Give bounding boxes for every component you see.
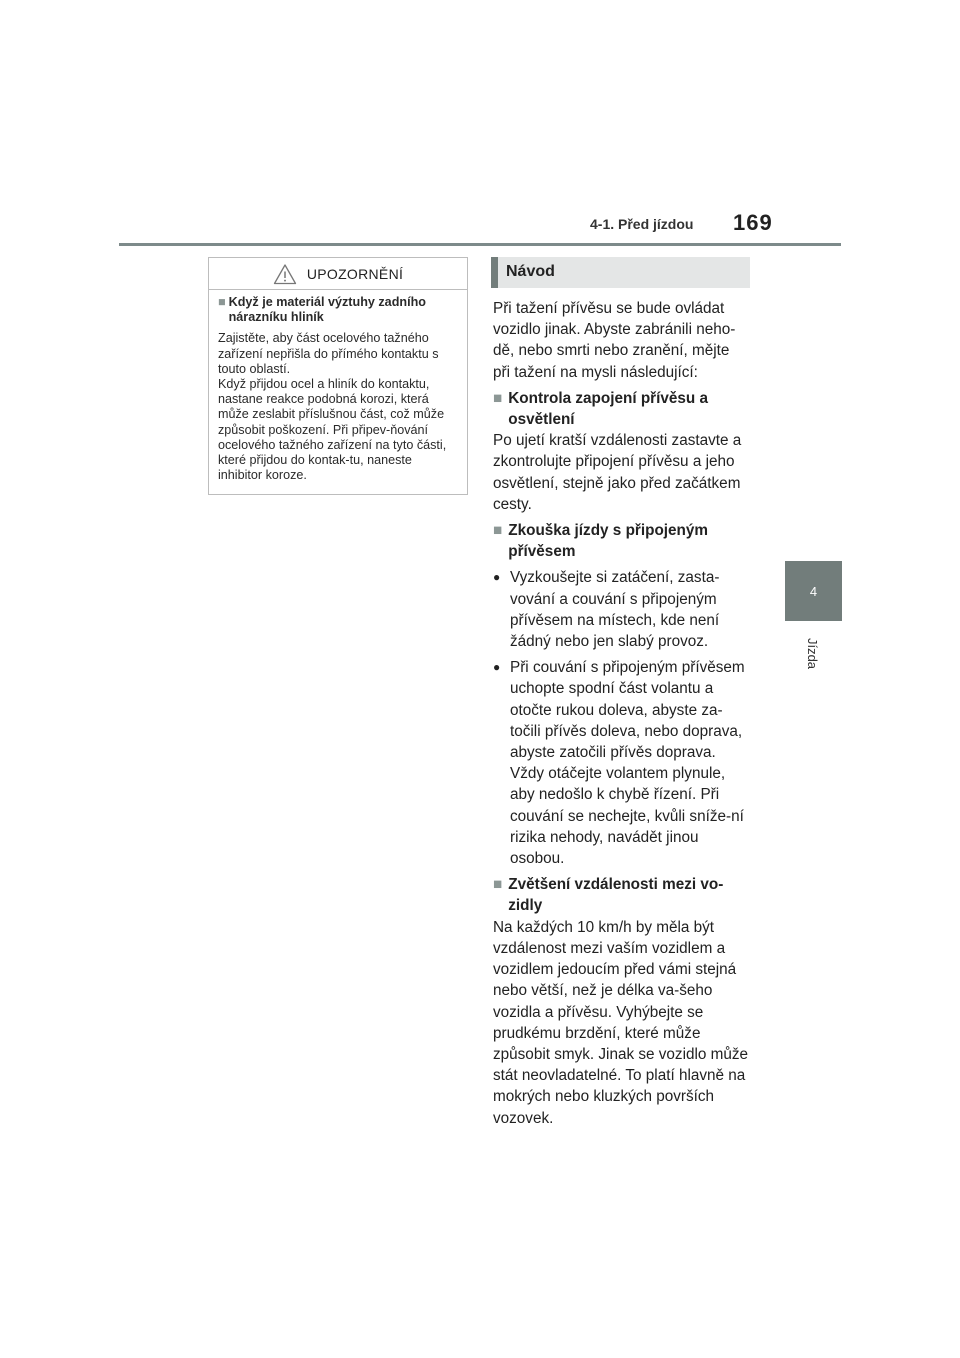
chapter-number: 4 [809,583,818,599]
bullet-dot-icon: ● [493,660,501,675]
section-title: 4-1. Před jízdou [590,216,694,232]
warning-header [209,258,467,290]
warning-box [208,257,468,495]
list-item [493,567,750,652]
list-item-text: Při couvání s připojeným přívěsem uchopte spodní část volantu a otočte rukou doleva, abyste za-točili přívěs doleva, nebo doprava, abyste zatočili přívěs doprava. Vždy otáčejte volantem plynule, aby nedošlo k chybě řízení. Při couvání se nechejte, kvůli sníže-ní rizika nehody, navádět jinou osobou. [510,659,745,868]
section-heading: Zvětšení vzdálenosti mezi vo-zidly [508,876,724,915]
bullet-dot-icon: ● [493,570,501,585]
header-rule [119,243,841,246]
guide-intro: Při tažení přívěsu se bude ovládat vozidlo jinak. Abyste zabránili neho-dě, nebo smrti nebo zranění, mějte při tažení na mysli následující: [493,300,736,381]
section-heading: Zkouška jízdy s připojeným přívěsem [508,522,709,561]
square-bullet-icon: ■ [218,295,226,309]
square-bullet-icon: ■ [493,876,503,894]
section-title-test-drive [493,520,750,562]
warning-triangle-icon [273,263,297,285]
chapter-tab [785,561,842,621]
page-number: 169 [733,210,773,235]
list-item [493,657,750,869]
warning-body [209,290,467,483]
section-title-distance [493,874,750,916]
section-title-trailer-check [493,388,750,430]
section-text: Na každých 10 km/h by měla být vzdálenost mezi vaším vozidlem a vozidlem jedoucím před vámi stejná nebo větší, než je délka va-šeho vozidla a přívěsu. Vyhýbejte se prudkému brzdění, které může způsobit smyk. Jinak se vozidlo může stát neovladatelné. To platí hlavně na mokrých nebo kluzkých površích vozovek. [493,918,749,1127]
chapter-label: Jízda [805,637,821,669]
section-text: Po ujetí kratší vzdálenosti zastavte a zkontrolujte připojení přívěsu a jeho osvětlení, stejně jako před začátkem cesty. [493,432,742,513]
square-bullet-icon: ■ [493,389,503,407]
guide-column [491,257,750,1129]
warning-subtitle: Když je materiál výztuhy zadního nárazníku hliník [228,295,426,325]
guide-body [491,298,750,1129]
square-bullet-icon: ■ [493,522,503,540]
chapter-label-box [788,630,838,676]
warning-text: Zajistěte, aby část ocelového tažného zařízení nepřišla do přímého kontaktu s touto oblastí. Když přijdou ocel a hliník do kontaktu, nastane reakce podobná korozi, která může zeslabit příslušnou část, což může způsobit poškození. Při připev-ňování ocelového tažného zařízení na tyto části, které přijdou do kontak-tu, naneste inhibitor koroze. [218,331,447,483]
guide-header: Návod [491,257,750,288]
warning-subtitle-row [218,295,457,325]
section-heading: Kontrola zapojení přívěsu a osvětlení [508,389,708,429]
list-item-text: Vyzkoušejte si zatáčení, zasta-vování a couvání s připojeným přívěsem na místech, kde není žádný nebo jen slabý provoz. [510,569,720,651]
warning-title: UPOZORNĚNÍ [306,265,404,282]
